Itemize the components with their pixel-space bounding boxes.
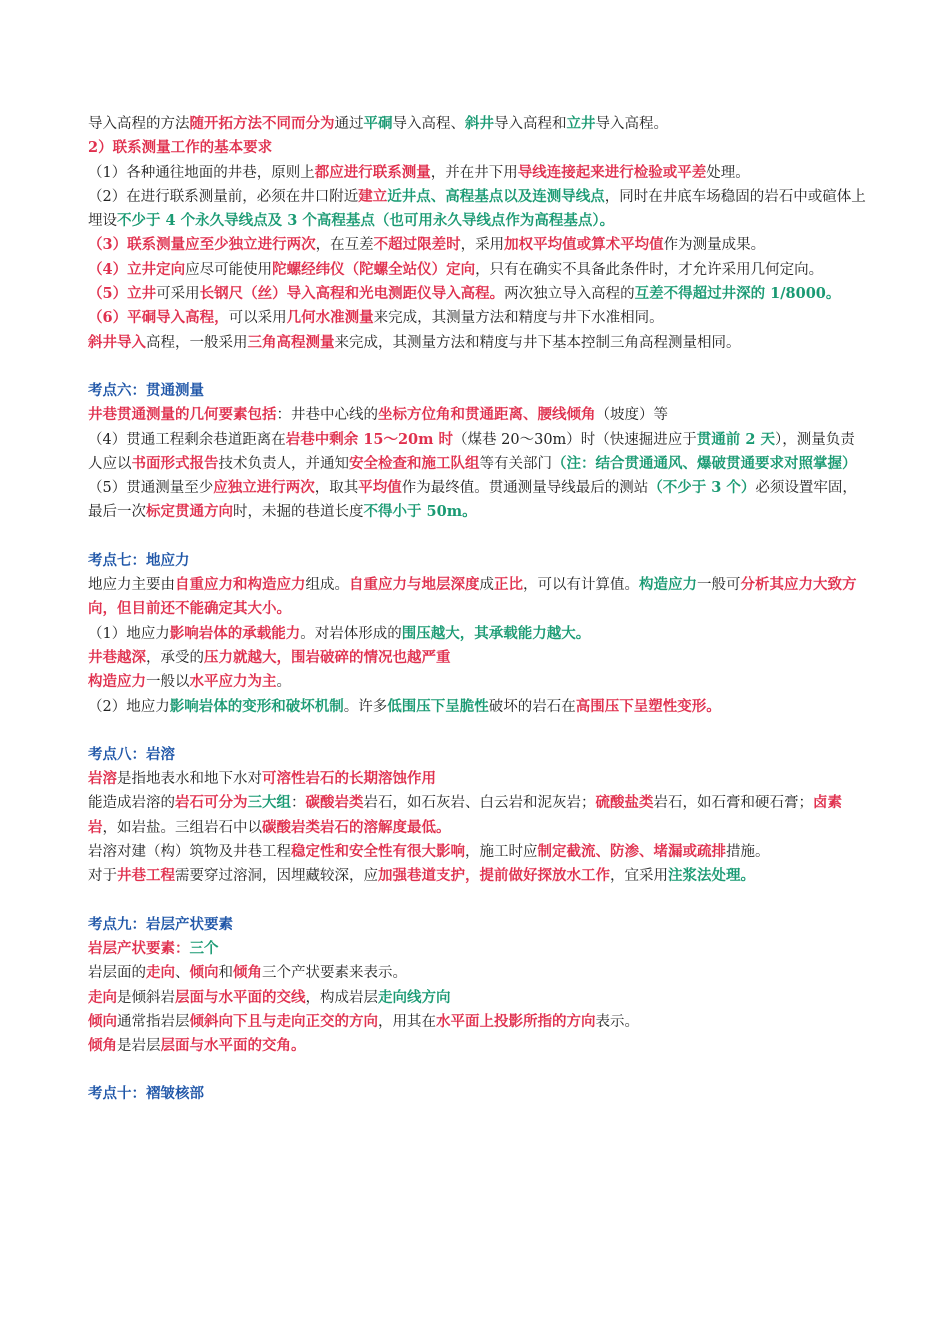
- highlight-text: 水平面上投影所指的方向: [436, 1012, 596, 1030]
- highlight-text: 制定截流、防渗、堵漏或疏排: [537, 843, 726, 861]
- paragraph: [88, 646, 866, 670]
- text-run: 岩溶对建（构）筑物及井巷工程: [88, 844, 291, 861]
- text-run: （1）地应力: [88, 625, 170, 642]
- highlight-text: 可溶性岩石的长期溶蚀作用: [262, 770, 436, 788]
- text-run: 来完成，其测量方法和精度与井下水准相同。: [373, 310, 664, 327]
- paragraph: [88, 670, 866, 694]
- paragraph: [88, 840, 866, 864]
- text-run: 作为最终值。贯通测量导线最后的测站: [401, 480, 649, 497]
- highlight-text: （3）联系测量应至少独立进行两次: [88, 236, 316, 254]
- highlight-text: 互差不得超过井深的 1/8000。: [634, 285, 841, 303]
- text-run: 导入高程的方法: [88, 116, 190, 132]
- paragraph: [88, 306, 866, 330]
- section-gap: [88, 1058, 866, 1082]
- text-run: ，取其: [314, 480, 359, 497]
- text-run: 表示。: [595, 1013, 639, 1030]
- text-run: （4）贯通工程剩余巷道距离在: [88, 431, 286, 448]
- paragraph: [88, 282, 866, 306]
- highlight-text: 走向: [146, 964, 175, 982]
- text-run: 来完成，其测量方法和精度与井下基本控制三角高程测量相同。: [334, 334, 741, 351]
- highlight-text: 正比: [494, 576, 523, 594]
- section-gap: [88, 719, 866, 743]
- paragraph: [88, 573, 866, 622]
- highlight-text: 硫酸盐类: [595, 794, 654, 812]
- highlight-text: 井巷贯通测量的几何要素包括: [88, 406, 277, 424]
- text-run: 通过: [334, 116, 364, 132]
- text-run: ，在互差: [315, 237, 374, 254]
- text-run: 两次独立导入高程的: [504, 286, 635, 303]
- highlight-text: 井巷工程: [117, 867, 175, 885]
- text-run: （煤巷 20～30m）时（快速掘进应于: [453, 431, 697, 448]
- text-run: ，宜采用: [610, 868, 668, 885]
- highlight-text: 加强巷道支护，提前做好探放水工作: [378, 867, 610, 885]
- text-run: 一般可: [697, 577, 741, 594]
- highlight-text: 贯通前 2 天: [696, 430, 775, 448]
- text-run: 等有关部门: [479, 455, 552, 472]
- text-run: 破坏的岩石在: [488, 698, 576, 715]
- highlight-text: 碳酸岩类: [305, 794, 364, 812]
- text-run: （坡度）等: [595, 407, 668, 424]
- paragraph: [88, 403, 866, 427]
- text-run: 时，未掘的巷道长度: [233, 504, 364, 521]
- paragraph: [88, 331, 866, 355]
- highlight-text: 平硐: [363, 115, 393, 132]
- highlight-text: 三个: [189, 939, 219, 957]
- highlight-text: 陀螺经纬仪（陀螺全站仪）定向: [272, 260, 476, 278]
- highlight-text: 斜井导入: [88, 333, 146, 351]
- highlight-text: 倾角: [88, 1037, 117, 1055]
- highlight-text: （6）平硐导入高程，: [88, 309, 229, 327]
- highlight-text: 长钢尺（丝）导入高程和光电测距仪导入高程。: [199, 285, 505, 303]
- highlight-text: 稳定性和安全性有很大影响: [291, 843, 465, 861]
- text-run: 是倾斜岩: [117, 989, 175, 1006]
- section-heading: [88, 549, 866, 573]
- text-run: 作为测量成果。: [663, 237, 766, 254]
- highlight-text: 立井: [566, 115, 596, 132]
- highlight-text: 标定贯通方向: [146, 503, 233, 521]
- highlight-text: 水平应力为主: [189, 673, 277, 691]
- text-run: ，承受的: [146, 649, 204, 666]
- highlight-text: 注浆法处理。: [668, 867, 755, 885]
- highlight-text: 碳酸岩类岩石的溶解度最低。: [262, 818, 451, 836]
- highlight-text: 2）联系测量工作的基本要求: [88, 139, 273, 157]
- text-run: 可采用: [156, 286, 200, 303]
- section-heading: [88, 379, 866, 403]
- text-run: 三个产状要素来表示。: [262, 965, 407, 982]
- paragraph: [88, 622, 866, 646]
- heading-text: 考点六：贯通测量: [88, 381, 204, 399]
- highlight-text: 走向: [88, 988, 117, 1006]
- text-run: 一般以: [146, 674, 190, 691]
- highlight-text: 层面与水平面的交角。: [160, 1037, 306, 1055]
- paragraph: [88, 185, 866, 234]
- paragraph: [88, 695, 866, 719]
- paragraph: [88, 136, 866, 160]
- text-run: 岩层面的: [88, 965, 146, 982]
- heading-text: 考点九：岩层产状要素: [88, 915, 233, 933]
- text-run: 措施。: [726, 844, 770, 861]
- section-gap: [88, 889, 866, 913]
- text-run: 组成。: [305, 577, 349, 594]
- highlight-text: 影响岩体的变形和破坏机制: [169, 697, 344, 715]
- text-run: ），测量负责人应以: [88, 431, 855, 472]
- highlight-text: 自重应力与地层深度: [349, 576, 480, 594]
- text-run: ，用其在: [378, 1013, 436, 1030]
- text-run: ：井巷中心线的: [276, 407, 378, 424]
- highlight-text: 分析其应力大致方向，但目前还不能确定其大小。: [88, 576, 857, 618]
- highlight-text: 构造应力: [88, 673, 146, 691]
- highlight-text: 层面与水平面的交线: [175, 988, 306, 1006]
- paragraph: [88, 1010, 866, 1034]
- highlight-text: 三大组: [247, 794, 291, 812]
- text-run: （2）地应力: [88, 698, 170, 715]
- section-heading: [88, 743, 866, 767]
- paragraph: [88, 767, 866, 791]
- paragraph: [88, 864, 866, 888]
- paragraph: [88, 961, 866, 985]
- text-run: 是指地表水和地下水对: [117, 771, 262, 788]
- text-run: 是岩层: [117, 1038, 161, 1055]
- section-heading: [88, 913, 866, 937]
- highlight-text: （不少于 3 个）: [648, 479, 756, 497]
- highlight-text: 倾角: [233, 964, 262, 982]
- heading-text: 考点十：褶皱核部: [88, 1085, 204, 1103]
- highlight-text: 随开拓方法不同而分为: [189, 115, 335, 132]
- highlight-text: 围压越大，其承载能力越大。: [401, 624, 591, 642]
- highlight-text: 岩石可分为: [175, 794, 248, 812]
- highlight-text: （4）立井定向: [88, 260, 186, 278]
- highlight-text: 倾斜向下且与走向正交的方向: [189, 1012, 378, 1030]
- highlight-text: 安全检查和施工队组: [349, 454, 480, 472]
- text-run: 成: [479, 577, 494, 594]
- text-run: ，只有在确实不具备此条件时，才允许采用几何定向。: [475, 261, 824, 278]
- text-run: 需要穿过溶洞，因埋藏较深，应: [175, 868, 378, 885]
- document-page: [88, 112, 866, 1107]
- text-run: 高程，一般采用: [146, 334, 248, 351]
- text-run: ，可以有计算值。: [523, 577, 639, 594]
- highlight-text: 井巷越深: [88, 648, 146, 666]
- paragraph: [88, 476, 866, 525]
- highlight-text: 应独立进行两次: [213, 479, 315, 497]
- text-run: 地应力主要由: [88, 577, 175, 594]
- text-run: 技术负责人，并通知: [218, 455, 349, 472]
- highlight-text: 都应进行联系测量: [314, 163, 431, 181]
- highlight-text: 导线连接起来进行检验或平差: [517, 163, 707, 181]
- text-run: ，同时在井底车场稳固的岩石中或碹体上埋设: [88, 188, 866, 230]
- highlight-text: 平均值: [358, 479, 402, 497]
- highlight-text: 走向线方向: [378, 988, 451, 1006]
- text-run: ，如岩盐。三组岩石中以: [102, 819, 262, 836]
- highlight-text: 坐标方位角和贯通距离、腰线倾角: [378, 406, 596, 424]
- text-run: 岩石，如石膏和硬石膏；: [653, 795, 813, 812]
- paragraph: [88, 233, 866, 257]
- text-run: 对于: [88, 868, 117, 885]
- text-run: 通常指岩层: [117, 1013, 190, 1030]
- text-run: （1）各种通往地面的井巷，原则上: [88, 164, 315, 181]
- section-gap: [88, 355, 866, 379]
- highlight-text: 岩巷中剩余 15～20m 时: [285, 430, 454, 448]
- highlight-text: 高围压下呈塑性变形。: [575, 697, 721, 715]
- text-run: 可以采用: [228, 310, 287, 327]
- text-run: 必须设置牢固，最后一次: [88, 480, 857, 521]
- highlight-text: 卤素岩: [88, 794, 842, 836]
- text-run: 。许多: [343, 698, 388, 715]
- highlight-text: （5）立井: [88, 285, 157, 303]
- paragraph: [88, 428, 866, 477]
- text-run: 能造成岩溶的: [88, 795, 175, 812]
- highlight-text: 构造应力: [639, 576, 697, 594]
- text-run: ，构成岩层: [305, 989, 378, 1006]
- text-run: ，并在井下用: [430, 164, 518, 181]
- text-run: 、: [175, 965, 190, 982]
- paragraph: [88, 937, 866, 961]
- heading-text: 考点八：岩溶: [88, 745, 175, 763]
- highlight-text: 不超过限差时: [373, 236, 461, 254]
- highlight-text: 书面形式报告: [131, 454, 219, 472]
- highlight-text: 压力就越大，围岩破碎的情况也越严重: [204, 648, 451, 666]
- paragraph: [88, 161, 866, 185]
- highlight-text: 几何水准测量: [286, 309, 374, 327]
- highlight-text: 三角高程测量: [247, 333, 335, 351]
- text-run: 岩石，如石灰岩、白云岩和泥灰岩；: [363, 795, 596, 812]
- paragraph: [88, 1034, 866, 1058]
- text-run: ：: [291, 795, 306, 812]
- paragraph: [88, 258, 866, 282]
- highlight-text: 影响岩体的承载能力: [169, 624, 301, 642]
- text-run: 处理。: [706, 164, 750, 181]
- text-run: （2）在进行联系测量前，必须在井口附近: [88, 188, 359, 205]
- highlight-text: 倾向: [189, 964, 219, 982]
- paragraph: [88, 986, 866, 1010]
- highlight-text: 斜井: [465, 115, 494, 132]
- text-run: 和: [218, 965, 233, 982]
- highlight-text: 低围压下呈脆性: [387, 697, 489, 715]
- highlight-text: 倾向: [88, 1012, 117, 1030]
- highlight-text: 不得小于 50m。: [363, 503, 477, 521]
- highlight-text: 岩溶: [88, 770, 117, 788]
- text-run: （5）贯通测量至少: [88, 480, 214, 497]
- section-heading: [88, 1082, 866, 1106]
- heading-text: 考点七：地应力: [88, 551, 190, 569]
- highlight-text: 建立: [358, 187, 388, 205]
- highlight-text: 近井点、高程基点以及连测导线点: [387, 187, 605, 205]
- highlight-text: （注：结合贯通通风、爆破贯通要求对照掌握）: [552, 454, 857, 472]
- text-run: 。: [276, 674, 291, 691]
- highlight-text: 岩层产状要素：: [88, 939, 190, 957]
- paragraph: [88, 791, 866, 840]
- text-run: 导入高程。: [595, 116, 668, 132]
- highlight-text: 自重应力和构造应力: [175, 576, 306, 594]
- text-run: 。对岩体形成的: [300, 625, 402, 642]
- text-run: ，施工时应: [465, 844, 538, 861]
- text-run: 应尽可能使用: [185, 261, 273, 278]
- text-run: 导入高程、: [392, 116, 465, 132]
- highlight-text: 不少于 4 个永久导线点及 3 个高程基点（也可用永久导线点作为高程基点）。: [117, 212, 615, 230]
- highlight-text: 加权平均值或算术平均值: [504, 236, 664, 254]
- section-gap: [88, 525, 866, 549]
- text-run: 导入高程和: [494, 116, 567, 132]
- paragraph: [88, 112, 866, 136]
- text-run: ，采用: [460, 237, 505, 254]
